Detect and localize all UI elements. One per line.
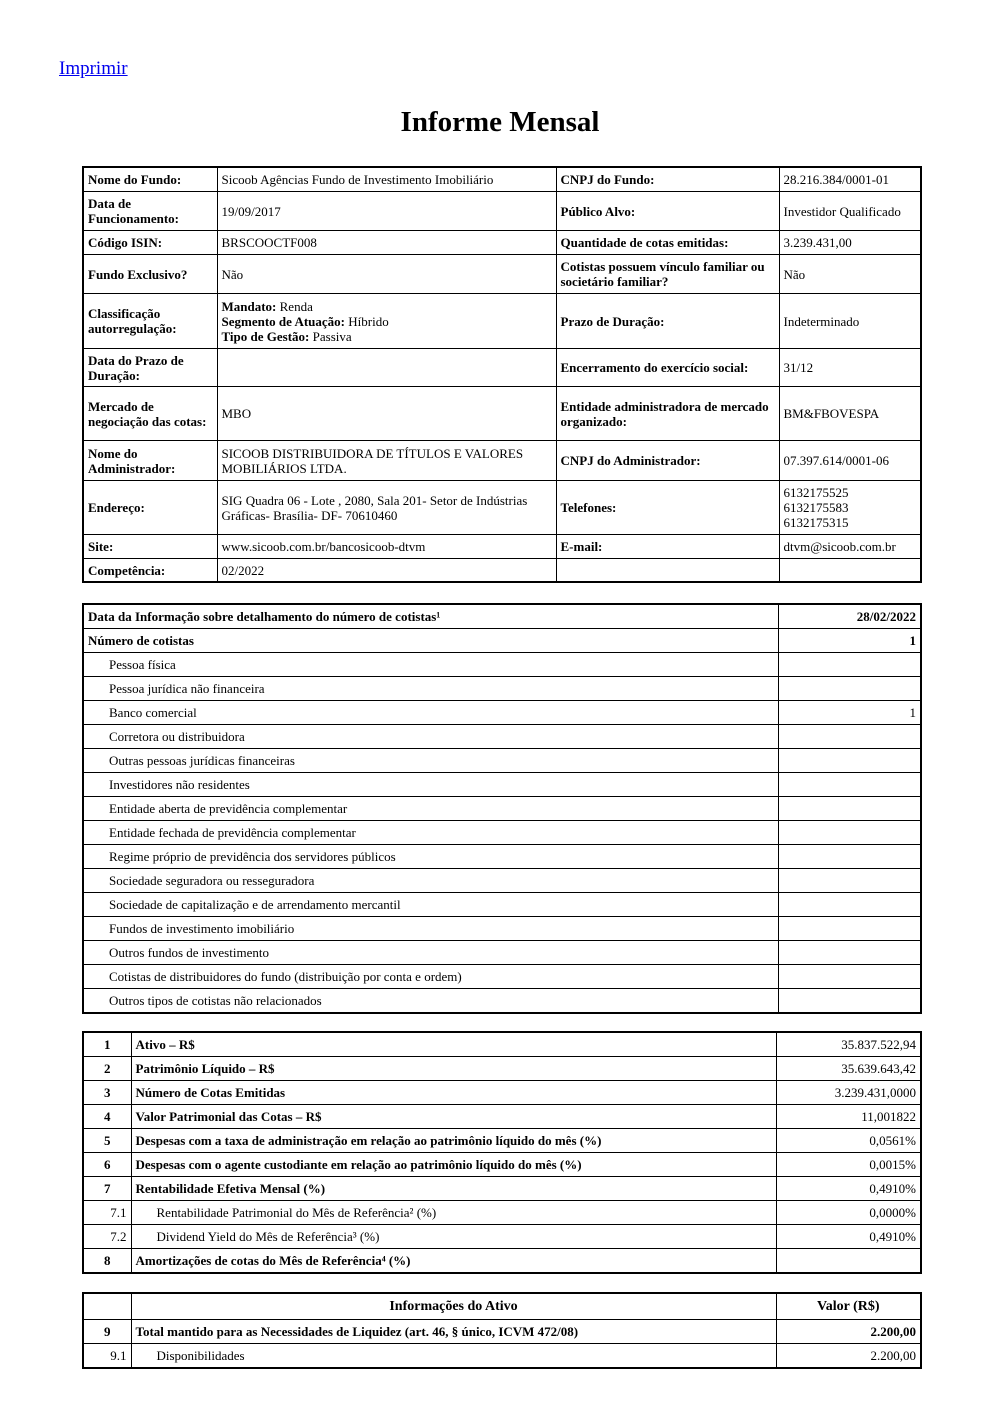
info-label: CNPJ do Administrador:	[556, 441, 779, 481]
cotista-type-count	[778, 749, 921, 773]
cotista-type-row	[83, 869, 921, 893]
row-number: 1	[83, 1032, 131, 1057]
info-row	[83, 294, 921, 349]
cotista-type-row	[83, 941, 921, 965]
row-label: Disponibilidades	[131, 1344, 776, 1369]
cotistas-header-row	[83, 604, 921, 629]
info-value: SICOOB DISTRIBUIDORA DE TÍTULOS E VALORES MOBILIÁRIOS LTDA.	[217, 441, 556, 481]
info-value: 31/12	[779, 349, 921, 387]
info-row	[83, 167, 921, 192]
row-number: 4	[83, 1105, 131, 1129]
info-label: E-mail:	[556, 535, 779, 559]
cotista-type-label: Banco comercial	[83, 701, 778, 725]
info-label: Prazo de Duração:	[556, 294, 779, 349]
row-label: Número de Cotas Emitidas	[131, 1081, 776, 1105]
cotista-type-count	[778, 965, 921, 989]
cotista-type-count	[778, 677, 921, 701]
row-number: 7.2	[83, 1225, 131, 1249]
info-value	[217, 294, 556, 349]
info-label: Competência:	[83, 559, 217, 583]
indicator-row	[83, 1249, 921, 1274]
info-label: Cotistas possuem vínculo familiar ou societário familiar?	[556, 255, 779, 294]
row-label: Dividend Yield do Mês de Referência³ (%)	[131, 1225, 776, 1249]
info-value: www.sicoob.com.br/bancosicoob-dtvm	[217, 535, 556, 559]
cotista-type-label: Investidores não residentes	[83, 773, 778, 797]
cotista-type-label: Fundos de investimento imobiliário	[83, 917, 778, 941]
info-value: 19/09/2017	[217, 192, 556, 231]
info-row	[83, 192, 921, 231]
row-value: 35.837.522,94	[776, 1032, 921, 1057]
info-value	[779, 559, 921, 583]
cotista-type-row	[83, 653, 921, 677]
classification-label: Mandato:	[221, 298, 277, 314]
info-value: MBO	[217, 387, 556, 441]
row-number: 3	[83, 1081, 131, 1105]
info-value: Não	[217, 255, 556, 294]
row-value: 2.200,00	[776, 1344, 921, 1369]
classification-value: Híbrido	[348, 313, 389, 329]
cotistas-header-date: 28/02/2022	[778, 604, 921, 629]
cotista-type-label: Sociedade seguradora ou resseguradora	[83, 869, 778, 893]
row-value: 0,0561%	[776, 1129, 921, 1153]
cotista-type-count	[778, 893, 921, 917]
info-label: Quantidade de cotas emitidas:	[556, 231, 779, 255]
info-label	[556, 559, 779, 583]
cotista-type-label: Entidade fechada de previdência complementar	[83, 821, 778, 845]
row-label: Despesas com o agente custodiante em relação ao patrimônio líquido do mês (%)	[131, 1153, 776, 1177]
cotista-type-label: Cotistas de distribuidores do fundo (distribuição por conta e ordem)	[83, 965, 778, 989]
row-number: 8	[83, 1249, 131, 1274]
info-label: Encerramento do exercício social:	[556, 349, 779, 387]
cotista-type-row	[83, 701, 921, 725]
info-value: dtvm@sicoob.com.br	[779, 535, 921, 559]
row-number: 7.1	[83, 1201, 131, 1225]
indicator-row	[83, 1129, 921, 1153]
cotista-type-row	[83, 845, 921, 869]
info-label: Data de Funcionamento:	[83, 192, 217, 231]
indicator-row	[83, 1105, 921, 1129]
cotista-type-count	[778, 725, 921, 749]
row-number: 7	[83, 1177, 131, 1201]
cotistas-total-label: Número de cotistas	[83, 629, 778, 653]
cotista-type-row	[83, 797, 921, 821]
row-number: 2	[83, 1057, 131, 1081]
cotista-type-label: Pessoa jurídica não financeira	[83, 677, 778, 701]
row-label: Valor Patrimonial das Cotas – R$	[131, 1105, 776, 1129]
row-number: 9.1	[83, 1344, 131, 1369]
indicator-row	[83, 1344, 921, 1369]
cotista-type-count	[778, 653, 921, 677]
info-value	[217, 349, 556, 387]
info-value: Investidor Qualificado	[779, 192, 921, 231]
info-value: Indeterminado	[779, 294, 921, 349]
row-label: Ativo – R$	[131, 1032, 776, 1057]
cotista-type-count	[778, 917, 921, 941]
indicator-row	[83, 1081, 921, 1105]
info-value: 3.239.431,00	[779, 231, 921, 255]
row-value	[776, 1249, 921, 1274]
fund-general-info-table	[82, 166, 922, 583]
row-value: 35.639.643,42	[776, 1057, 921, 1081]
row-value: 0,0015%	[776, 1153, 921, 1177]
asset-info-table	[82, 1292, 922, 1369]
row-number: 9	[83, 1320, 131, 1344]
info-row	[83, 559, 921, 583]
info-row	[83, 387, 921, 441]
cotista-type-row	[83, 917, 921, 941]
cotistas-table	[82, 603, 922, 1014]
info-value: BRSCOOCTF008	[217, 231, 556, 255]
classification-value: Passiva	[312, 328, 352, 344]
cotista-type-count	[778, 941, 921, 965]
row-value: 3.239.431,0000	[776, 1081, 921, 1105]
cotista-type-row	[83, 725, 921, 749]
info-label: CNPJ do Fundo:	[556, 167, 779, 192]
info-label: Mercado de negociação das cotas:	[83, 387, 217, 441]
cotista-type-count	[778, 821, 921, 845]
cotistas-total-row	[83, 629, 921, 653]
cotista-type-row	[83, 965, 921, 989]
info-label: Data do Prazo de Duração:	[83, 349, 217, 387]
row-value: 0,4910%	[776, 1177, 921, 1201]
cotista-type-label: Outras pessoas jurídicas financeiras	[83, 749, 778, 773]
cotista-type-label: Entidade aberta de previdência complementar	[83, 797, 778, 821]
row-value: 0,0000%	[776, 1201, 921, 1225]
print-link[interactable]: Imprimir	[59, 58, 128, 79]
info-label: Site:	[83, 535, 217, 559]
info-label: Fundo Exclusivo?	[83, 255, 217, 294]
cotista-type-count	[778, 989, 921, 1014]
indicator-row	[83, 1177, 921, 1201]
row-label: Despesas com a taxa de administração em relação ao patrimônio líquido do mês (%)	[131, 1129, 776, 1153]
cotistas-total-value: 1	[778, 629, 921, 653]
info-value: 02/2022	[217, 559, 556, 583]
row-label: Rentabilidade Efetiva Mensal (%)	[131, 1177, 776, 1201]
cotista-type-label: Outros tipos de cotistas não relacionados	[83, 989, 778, 1014]
info-row	[83, 255, 921, 294]
indicator-row	[83, 1320, 921, 1344]
classification-label: Segmento de Atuação:	[221, 313, 345, 329]
info-value: Sicoob Agências Fundo de Investimento Imobiliário	[217, 167, 556, 192]
cotista-type-row	[83, 989, 921, 1014]
cotista-type-label: Corretora ou distribuidora	[83, 725, 778, 749]
row-label: Patrimônio Líquido – R$	[131, 1057, 776, 1081]
indicator-row	[83, 1225, 921, 1249]
cotista-type-count	[778, 869, 921, 893]
cotista-type-label: Regime próprio de previdência dos servidores públicos	[83, 845, 778, 869]
cotista-type-row	[83, 677, 921, 701]
info-label: Entidade administradora de mercado organizado:	[556, 387, 779, 441]
info-label: Classificação autorregulação:	[83, 294, 217, 349]
info-label: Código ISIN:	[83, 231, 217, 255]
info-row	[83, 231, 921, 255]
indicator-row	[83, 1201, 921, 1225]
info-value: Não	[779, 255, 921, 294]
row-number: 6	[83, 1153, 131, 1177]
info-value: 07.397.614/0001-06	[779, 441, 921, 481]
info-row	[83, 535, 921, 559]
info-row	[83, 481, 921, 535]
info-label: Público Alvo:	[556, 192, 779, 231]
classification-value: Renda	[279, 298, 313, 314]
info-row	[83, 349, 921, 387]
cotista-type-row	[83, 893, 921, 917]
info-value: BM&FBOVESPA	[779, 387, 921, 441]
cotista-type-label: Outros fundos de investimento	[83, 941, 778, 965]
info-value: 6132175525 6132175583 6132175315	[779, 481, 921, 535]
row-value: 11,001822	[776, 1105, 921, 1129]
row-number: 5	[83, 1129, 131, 1153]
info-value: 28.216.384/0001-01	[779, 167, 921, 192]
indicator-row	[83, 1057, 921, 1081]
cotista-type-row	[83, 749, 921, 773]
asset-header-label: Informações do Ativo	[131, 1293, 776, 1320]
indicator-row	[83, 1032, 921, 1057]
classification-label: Tipo de Gestão:	[221, 328, 310, 344]
cotistas-header-label: Data da Informação sobre detalhamento do número de cotistas¹	[83, 604, 778, 629]
info-row	[83, 441, 921, 481]
asset-header-row	[83, 1293, 921, 1320]
cotista-type-label: Pessoa física	[83, 653, 778, 677]
cotista-type-row	[83, 821, 921, 845]
row-value: 0,4910%	[776, 1225, 921, 1249]
page-title: Informe Mensal	[400, 106, 600, 138]
asset-header-number	[83, 1293, 131, 1320]
row-value: 2.200,00	[776, 1320, 921, 1344]
cotista-type-count	[778, 773, 921, 797]
indicators-table	[82, 1031, 922, 1274]
cotista-type-count	[778, 797, 921, 821]
cotista-type-count: 1	[778, 701, 921, 725]
row-label: Amortizações de cotas do Mês de Referência⁴ (%)	[131, 1249, 776, 1274]
info-label: Endereço:	[83, 481, 217, 535]
info-label: Telefones:	[556, 481, 779, 535]
cotista-type-row	[83, 773, 921, 797]
cotista-type-count	[778, 845, 921, 869]
info-label: Nome do Fundo:	[83, 167, 217, 192]
info-label: Nome do Administrador:	[83, 441, 217, 481]
indicator-row	[83, 1153, 921, 1177]
info-value: SIG Quadra 06 - Lote , 2080, Sala 201- Setor de Indústrias Gráficas- Brasília- DF- 70610460	[217, 481, 556, 535]
cotista-type-label: Sociedade de capitalização e de arrendamento mercantil	[83, 893, 778, 917]
asset-header-value: Valor (R$)	[776, 1293, 921, 1320]
row-label: Rentabilidade Patrimonial do Mês de Referência² (%)	[131, 1201, 776, 1225]
row-label: Total mantido para as Necessidades de Liquidez (art. 46, § único, ICVM 472/08)	[131, 1320, 776, 1344]
